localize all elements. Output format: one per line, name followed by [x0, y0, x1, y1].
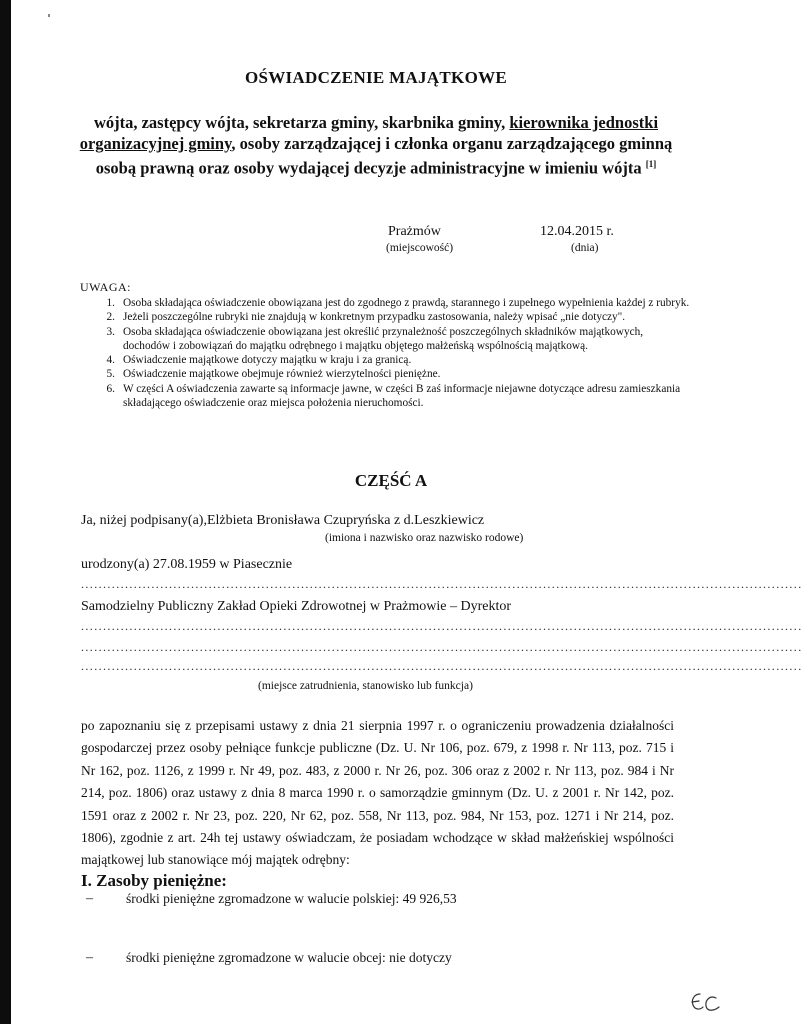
- dash-bullet: –: [86, 891, 93, 906]
- name-caption: (imiona i nazwisko oraz nazwisko rodowe): [325, 532, 524, 544]
- dotted-line: ....................................................................................................................................................................: [81, 659, 803, 673]
- subtitle-part-a: wójta, zastępcy wójta, sekretarza gminy, skarbnika gminy,: [93, 113, 510, 132]
- date-value: 12.04.2015 r.: [540, 224, 614, 239]
- notes-heading: UWAGA:: [80, 280, 131, 294]
- handwritten-initials: [688, 990, 724, 1016]
- note-item: [90, 296, 690, 310]
- note-number: 1.: [106, 297, 115, 309]
- scan-speck: [48, 14, 50, 17]
- declarant-line: Ja, niżej podpisany(a),Elżbieta Bronisława Czupryńska z d.Leszkiewicz: [81, 513, 485, 528]
- statement-paragraph: po zapoznaniu się z przepisami ustawy z dnia 21 sierpnia 1997 r. o ograniczeniu prowadzenia działalności gospodarczej przez osoby pełniące funkcje publiczne (Dz. U. Nr 106, poz. 679, z 1998 r. Nr 113, poz. 715 i Nr 162, poz. 1126, z 1999 r. Nr 49, poz. 483, z 2000 r. Nr 26, poz. 306 oraz z 2002 r. Nr 113, poz. 984 i Nr 214, poz. 1806) oraz ustawy z dnia 8 marca 1990 r. o samorządzie gminnym (Dz. U. z 2001 r. Nr 142, poz. 1591 oraz z 2002 r. Nr 23, poz. 220, Nr 62, poz. 558, Nr 113, poz. 984, Nr 153, poz. 1271 i Nr 214, poz. 1806), zgodnie z art. 24h tej ustawy oświadczam, że posiadam wchodzące w skład małżeńskiej wspólności majątkowej lub stanowiące mój majątek odrębny:: [81, 718, 674, 868]
- birth-line: urodzony(a) 27.08.1959 w Piasecznie: [81, 557, 293, 572]
- note-number: 3.: [106, 325, 115, 338]
- date-caption: (dnia): [571, 242, 599, 254]
- cash-foreign-item: środki pieniężne zgromadzone w walucie obcej: nie dotyczy: [126, 950, 452, 965]
- document-subtitle: [70, 112, 682, 179]
- note-text: Oświadczenie majątkowe obejmuje również wierzytelności pieniężne.: [123, 368, 441, 381]
- part-a-heading: CZĘŚĆ A: [354, 471, 428, 490]
- document-title: OŚWIADCZENIE MAJĄTKOWE: [244, 68, 508, 87]
- employment-caption: (miejsce zatrudnienia, stanowisko lub funkcja): [258, 680, 473, 692]
- footnote-mark: [1]: [645, 159, 657, 169]
- note-text: Oświadczenie majątkowe dotyczy majątku w kraju i za granicą.: [123, 354, 412, 367]
- section-heading: I. Zasoby pieniężne:: [81, 871, 227, 890]
- note-text: Jeżeli poszczególne rubryki nie znajdują w konkretnym przypadku zastosowania, należy wpisać „nie dotyczy".: [123, 311, 626, 324]
- note-number: 2.: [106, 311, 115, 324]
- note-text: Osoba składająca oświadczenie obowiązana jest określić przynależność poszczególnych składników majątkowych, dochodów i zobowiązań do majątku odrębnego i majątku objętego małżeńską wspólnością majątkową.: [123, 325, 644, 352]
- place-caption: (miejscowość): [386, 242, 454, 254]
- dotted-line: ....................................................................................................................................................................: [81, 640, 803, 654]
- subtitle-part-b: , osoby zarządzającej i członka organu zarządzającego gminną osobą prawną oraz osoby wydającej decyzje administracyjne w imieniu wójta: [95, 134, 673, 178]
- dotted-line: ....................................................................................................................................................................: [81, 619, 803, 633]
- place-value: Prażmów: [388, 224, 441, 239]
- note-item: [90, 367, 690, 381]
- note-number: 4.: [106, 354, 115, 367]
- note-item: [90, 382, 690, 411]
- dash-bullet: –: [86, 950, 93, 965]
- note-text: Osoba składająca oświadczenie obowiązana jest do zgodnego z prawdą, starannego i zupełnego wypełnienia każdej z rubryk.: [123, 297, 690, 309]
- note-text: W części A oświadczenia zawarte są informacje jawne, w części B zaś informacje niejawne dotyczące adresu zamieszkania składającego oświadczenie oraz miejsca położenia nieruchomości.: [123, 382, 681, 410]
- note-number: 6.: [106, 382, 115, 395]
- scan-edge-shadow: [0, 0, 11, 1024]
- employment-line: Samodzielny Publiczny Zakład Opieki Zdrowotnej w Prażmowie – Dyrektor: [81, 599, 512, 614]
- note-item: [90, 310, 690, 324]
- notes-list: [90, 296, 690, 410]
- note-item: [90, 353, 690, 367]
- note-number: 5.: [106, 368, 115, 381]
- subtitle-underlined: kierownika jednostki organizacyjnej gminy: [79, 113, 659, 153]
- note-item: [90, 325, 690, 354]
- cash-pln-item: środki pieniężne zgromadzone w walucie polskiej: 49 926,53: [126, 891, 457, 906]
- dotted-line: ....................................................................................................................................................................: [81, 577, 803, 591]
